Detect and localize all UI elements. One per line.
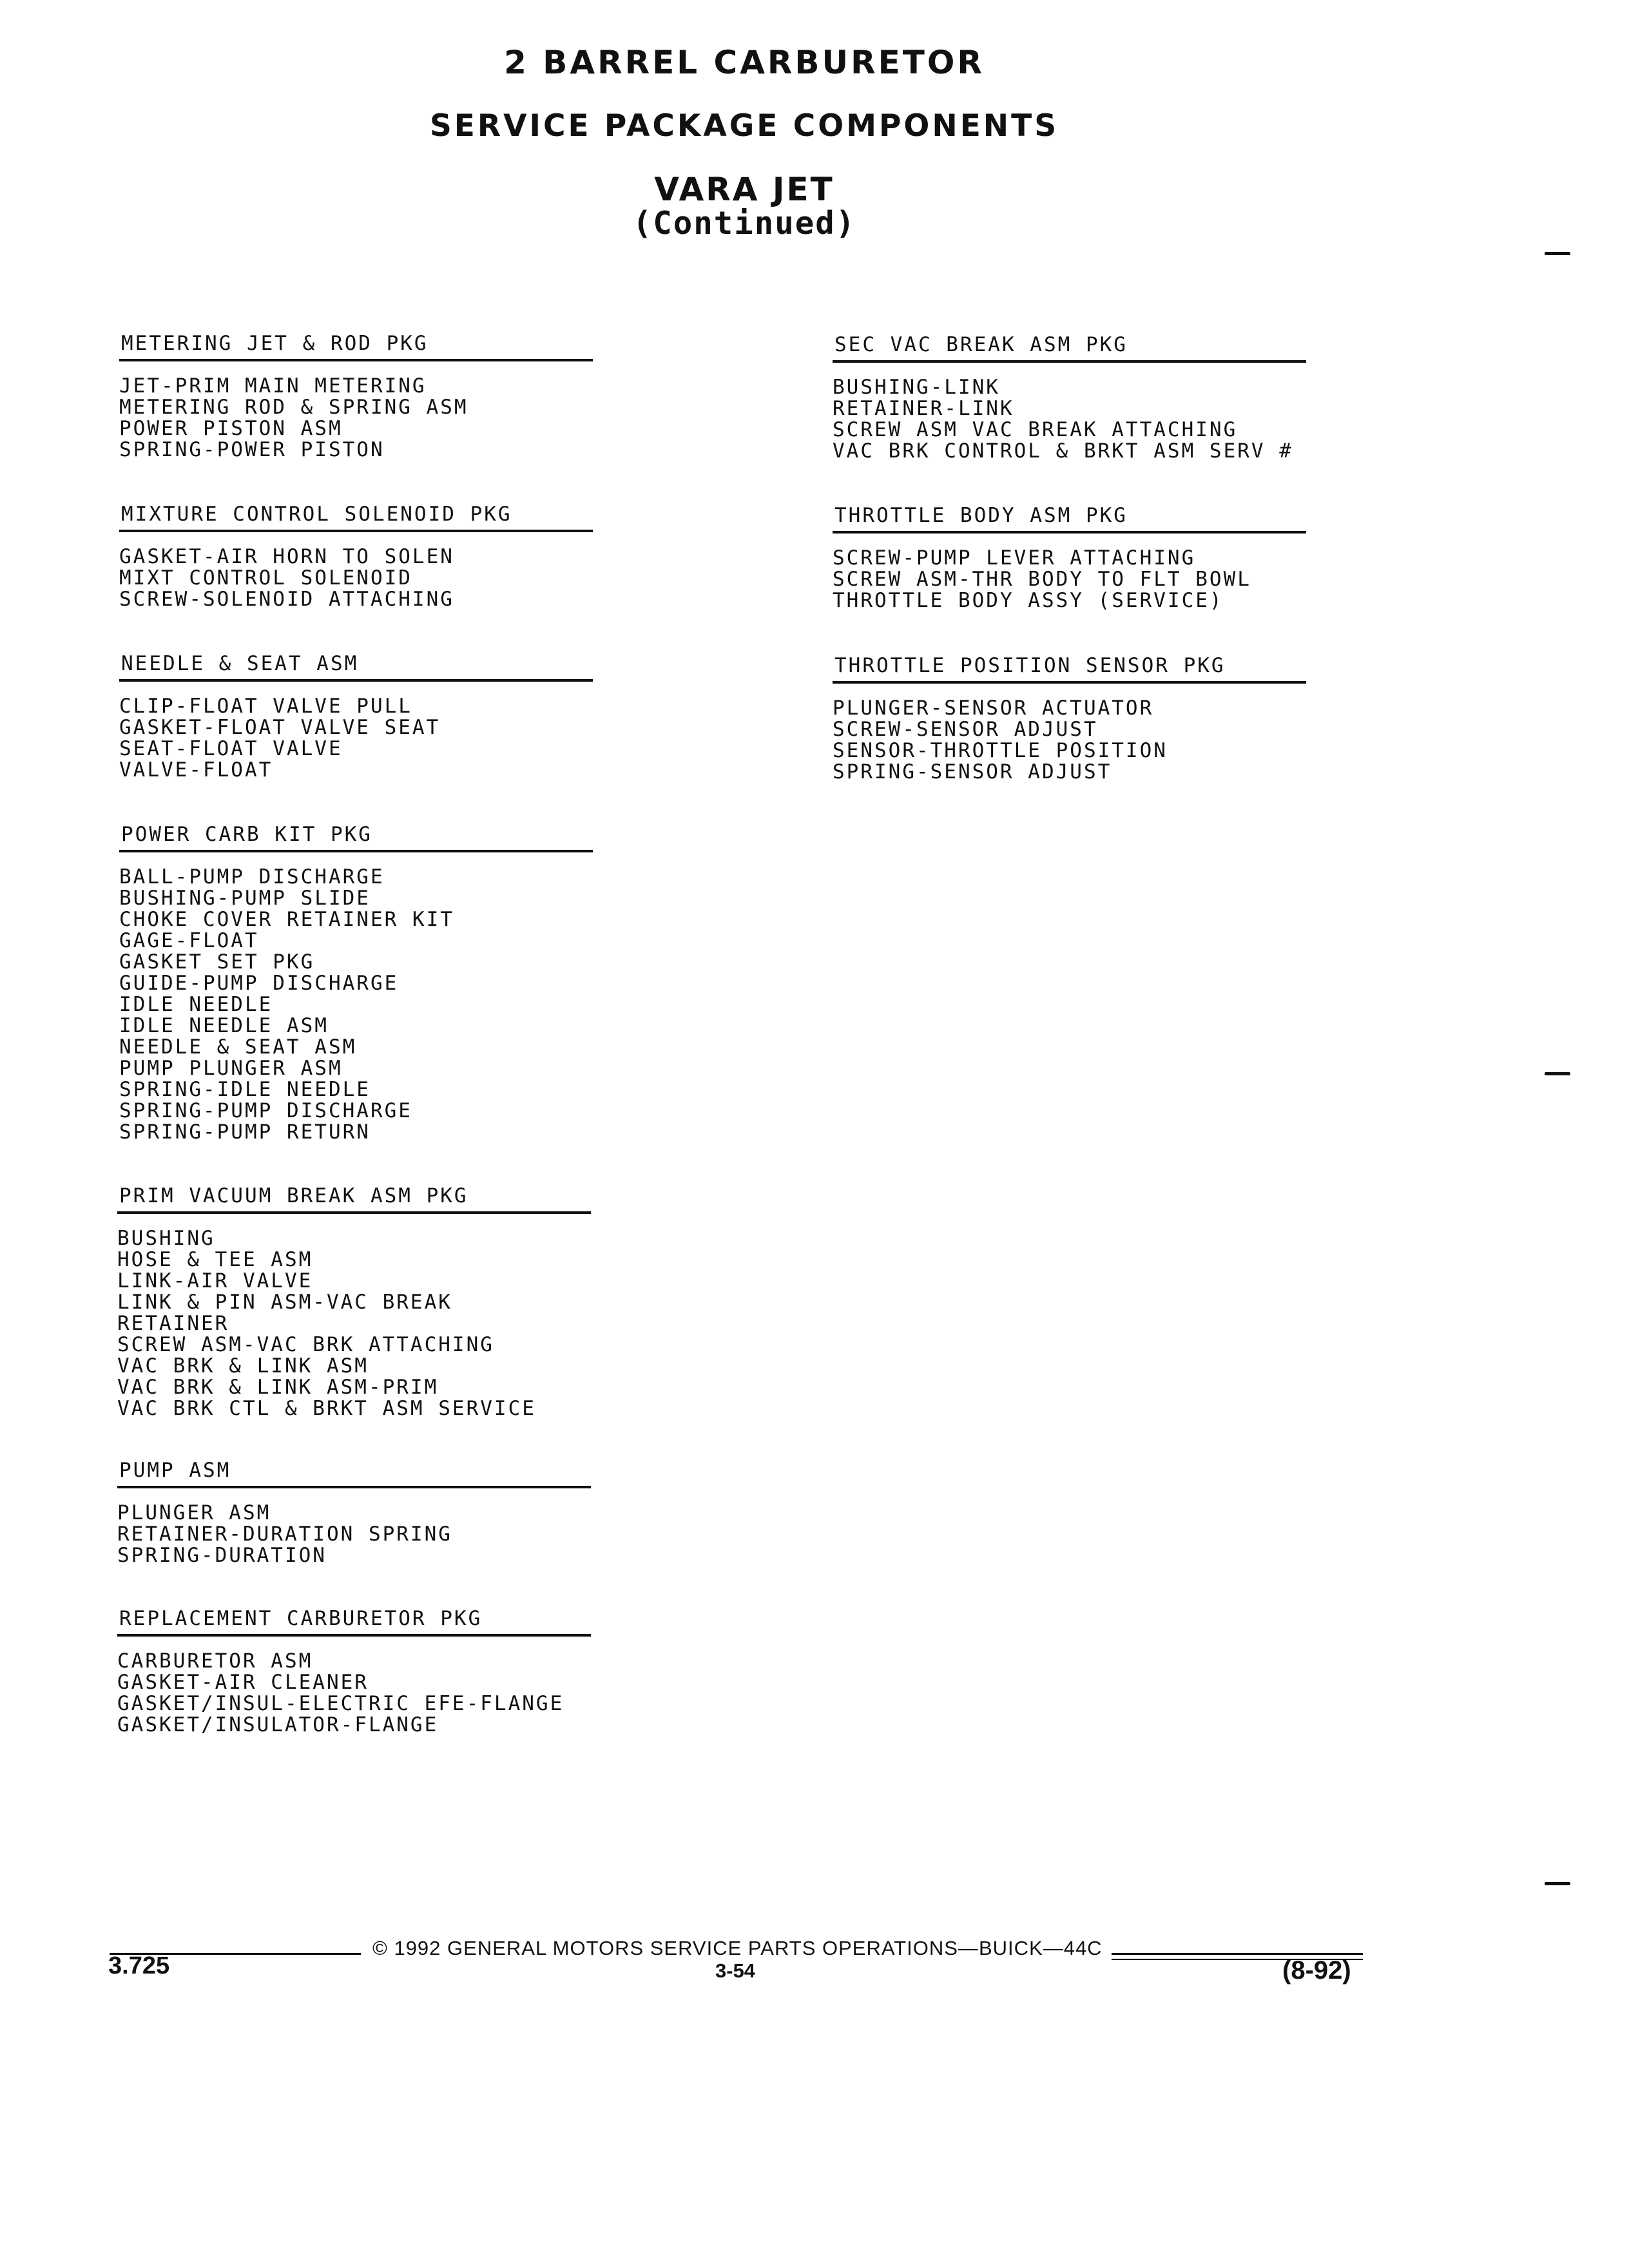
list-item: BUSHING-PUMP SLIDE: [119, 887, 371, 910]
section-title: NEEDLE & SEAT ASM: [121, 652, 359, 675]
list-item: SCREW ASM VAC BREAK ATTACHING: [833, 418, 1238, 441]
list-item: SCREW ASM-THR BODY TO FLT BOWL: [833, 568, 1251, 591]
item-list: [833, 377, 1306, 462]
section-needle-seat: [119, 651, 593, 781]
list-item: GASKET-AIR HORN TO SOLEN: [119, 545, 454, 568]
continued-label: (Continued): [632, 205, 856, 242]
list-item: BALL-PUMP DISCHARGE: [119, 865, 385, 889]
section-replacement-carburetor: [117, 1606, 591, 1736]
section-power-carb-kit: [119, 822, 593, 1143]
section-title: POWER CARB KIT PKG: [121, 823, 372, 846]
section-throttle-position-sensor: [833, 653, 1306, 783]
list-item: SPRING-PUMP RETURN: [119, 1120, 371, 1144]
section-rule: [119, 359, 593, 361]
section-pump-asm: [117, 1457, 591, 1566]
section-prim-vacuum-break: [117, 1183, 591, 1419]
list-item: SPRING-PUMP DISCHARGE: [119, 1099, 412, 1122]
item-list: [833, 548, 1306, 611]
list-item: VAC BRK CTL & BRKT ASM SERVICE: [117, 1397, 536, 1420]
binding-mark: [1545, 252, 1570, 255]
section-title: REPLACEMENT CARBURETOR PKG: [119, 1607, 483, 1630]
item-list: [117, 1651, 591, 1736]
section-rule: [117, 1634, 591, 1637]
section-rule: [833, 360, 1306, 363]
list-item: GAGE-FLOAT: [119, 929, 259, 952]
list-item: VAC BRK & LINK ASM-PRIM: [117, 1376, 439, 1399]
list-item: SENSOR-THROTTLE POSITION: [833, 739, 1168, 762]
item-list: [117, 1228, 591, 1419]
section-title: PRIM VACUUM BREAK ASM PKG: [119, 1184, 468, 1207]
list-item: GASKET/INSUL-ELECTRIC EFE-FLANGE: [117, 1692, 564, 1715]
list-item: NEEDLE & SEAT ASM: [119, 1035, 357, 1059]
list-item: SCREW ASM-VAC BRK ATTACHING: [117, 1333, 494, 1356]
section-rule: [833, 681, 1306, 684]
page-number: 3-54: [715, 1959, 756, 1982]
section-rule: [119, 530, 593, 532]
section-title: PUMP ASM: [119, 1459, 231, 1482]
item-list: [117, 1503, 591, 1566]
section-throttle-body: [833, 503, 1306, 611]
binding-mark: [1545, 1072, 1570, 1075]
list-item: SPRING-IDLE NEEDLE: [119, 1078, 371, 1101]
section-title: METERING JET & ROD PKG: [121, 332, 429, 355]
section-mixture-control-solenoid: [119, 501, 593, 610]
list-item: SEAT-FLOAT VALVE: [119, 737, 343, 760]
date-code: (8-92): [1282, 1956, 1351, 1984]
list-item: SPRING-POWER PISTON: [119, 438, 385, 461]
list-item: VAC BRK & LINK ASM: [117, 1354, 369, 1378]
list-item: SCREW-SOLENOID ATTACHING: [119, 588, 454, 611]
page-title: 2 BARREL CARBURETOR: [504, 44, 985, 81]
list-item: GUIDE-PUMP DISCHARGE: [119, 972, 399, 995]
binding-mark: [1545, 1882, 1570, 1885]
list-item: GASKET-AIR CLEANER: [117, 1671, 369, 1694]
list-item: PLUNGER-SENSOR ACTUATOR: [833, 697, 1154, 720]
list-item: MIXT CONTROL SOLENOID: [119, 566, 412, 590]
list-item: HOSE & TEE ASM: [117, 1248, 313, 1271]
page-subtitle: SERVICE PACKAGE COMPONENTS: [429, 108, 1059, 144]
list-item: JET-PRIM MAIN METERING: [119, 374, 427, 398]
list-item: CLIP-FLOAT VALVE PULL: [119, 695, 412, 718]
list-item: CARBURETOR ASM: [117, 1649, 313, 1673]
list-item: PLUNGER ASM: [117, 1501, 271, 1524]
list-item: SPRING-SENSOR ADJUST: [833, 760, 1112, 783]
list-item: CHOKE COVER RETAINER KIT: [119, 908, 454, 931]
section-title: THROTTLE BODY ASM PKG: [834, 504, 1128, 527]
list-item: IDLE NEEDLE: [119, 993, 273, 1016]
item-list: [119, 376, 593, 461]
section-number: 3.725: [108, 1952, 170, 1979]
section-rule: [833, 531, 1306, 533]
list-item: SPRING-DURATION: [117, 1544, 327, 1567]
list-item: RETAINER-LINK: [833, 397, 1014, 420]
section-title: SEC VAC BREAK ASM PKG: [834, 333, 1128, 356]
list-item: GASKET-FLOAT VALVE SEAT: [119, 716, 441, 739]
item-list: [119, 867, 593, 1143]
section-rule: [117, 1211, 591, 1214]
list-item: SCREW-SENSOR ADJUST: [833, 718, 1098, 741]
model-heading: VARA JET: [654, 171, 834, 208]
list-item: BUSHING: [117, 1227, 215, 1250]
list-item: RETAINER-DURATION SPRING: [117, 1523, 452, 1546]
list-item: POWER PISTON ASM: [119, 417, 343, 440]
list-item: VALVE-FLOAT: [119, 758, 273, 782]
list-item: LINK & PIN ASM-VAC BREAK: [117, 1291, 452, 1314]
list-item: BUSHING-LINK: [833, 376, 1000, 399]
section-rule: [117, 1486, 591, 1488]
list-item: IDLE NEEDLE ASM: [119, 1014, 329, 1037]
item-list: [119, 546, 593, 610]
list-item: METERING ROD & SPRING ASM: [119, 396, 468, 419]
list-item: RETAINER: [117, 1312, 229, 1335]
section-title: MIXTURE CONTROL SOLENOID PKG: [121, 503, 512, 526]
list-item: VAC BRK CONTROL & BRKT ASM SERV #: [833, 439, 1293, 463]
footer-rule-right: [1112, 1953, 1363, 1955]
section-metering-jet-rod: [119, 331, 593, 461]
copyright-line: © 1992 GENERAL MOTORS SERVICE PARTS OPERATIONS—BUICK—44C: [372, 1937, 1103, 1959]
section-sec-vac-break: [833, 332, 1306, 462]
section-rule: [119, 850, 593, 852]
list-item: GASKET/INSULATOR-FLANGE: [117, 1713, 439, 1736]
item-list: [833, 698, 1306, 783]
list-item: LINK-AIR VALVE: [117, 1269, 313, 1293]
section-rule: [119, 679, 593, 682]
list-item: GASKET SET PKG: [119, 950, 315, 974]
item-list: [119, 696, 593, 781]
list-item: SCREW-PUMP LEVER ATTACHING: [833, 546, 1196, 570]
section-title: THROTTLE POSITION SENSOR PKG: [834, 654, 1226, 677]
list-item: PUMP PLUNGER ASM: [119, 1057, 343, 1080]
list-item: THROTTLE BODY ASSY (SERVICE): [833, 589, 1224, 612]
